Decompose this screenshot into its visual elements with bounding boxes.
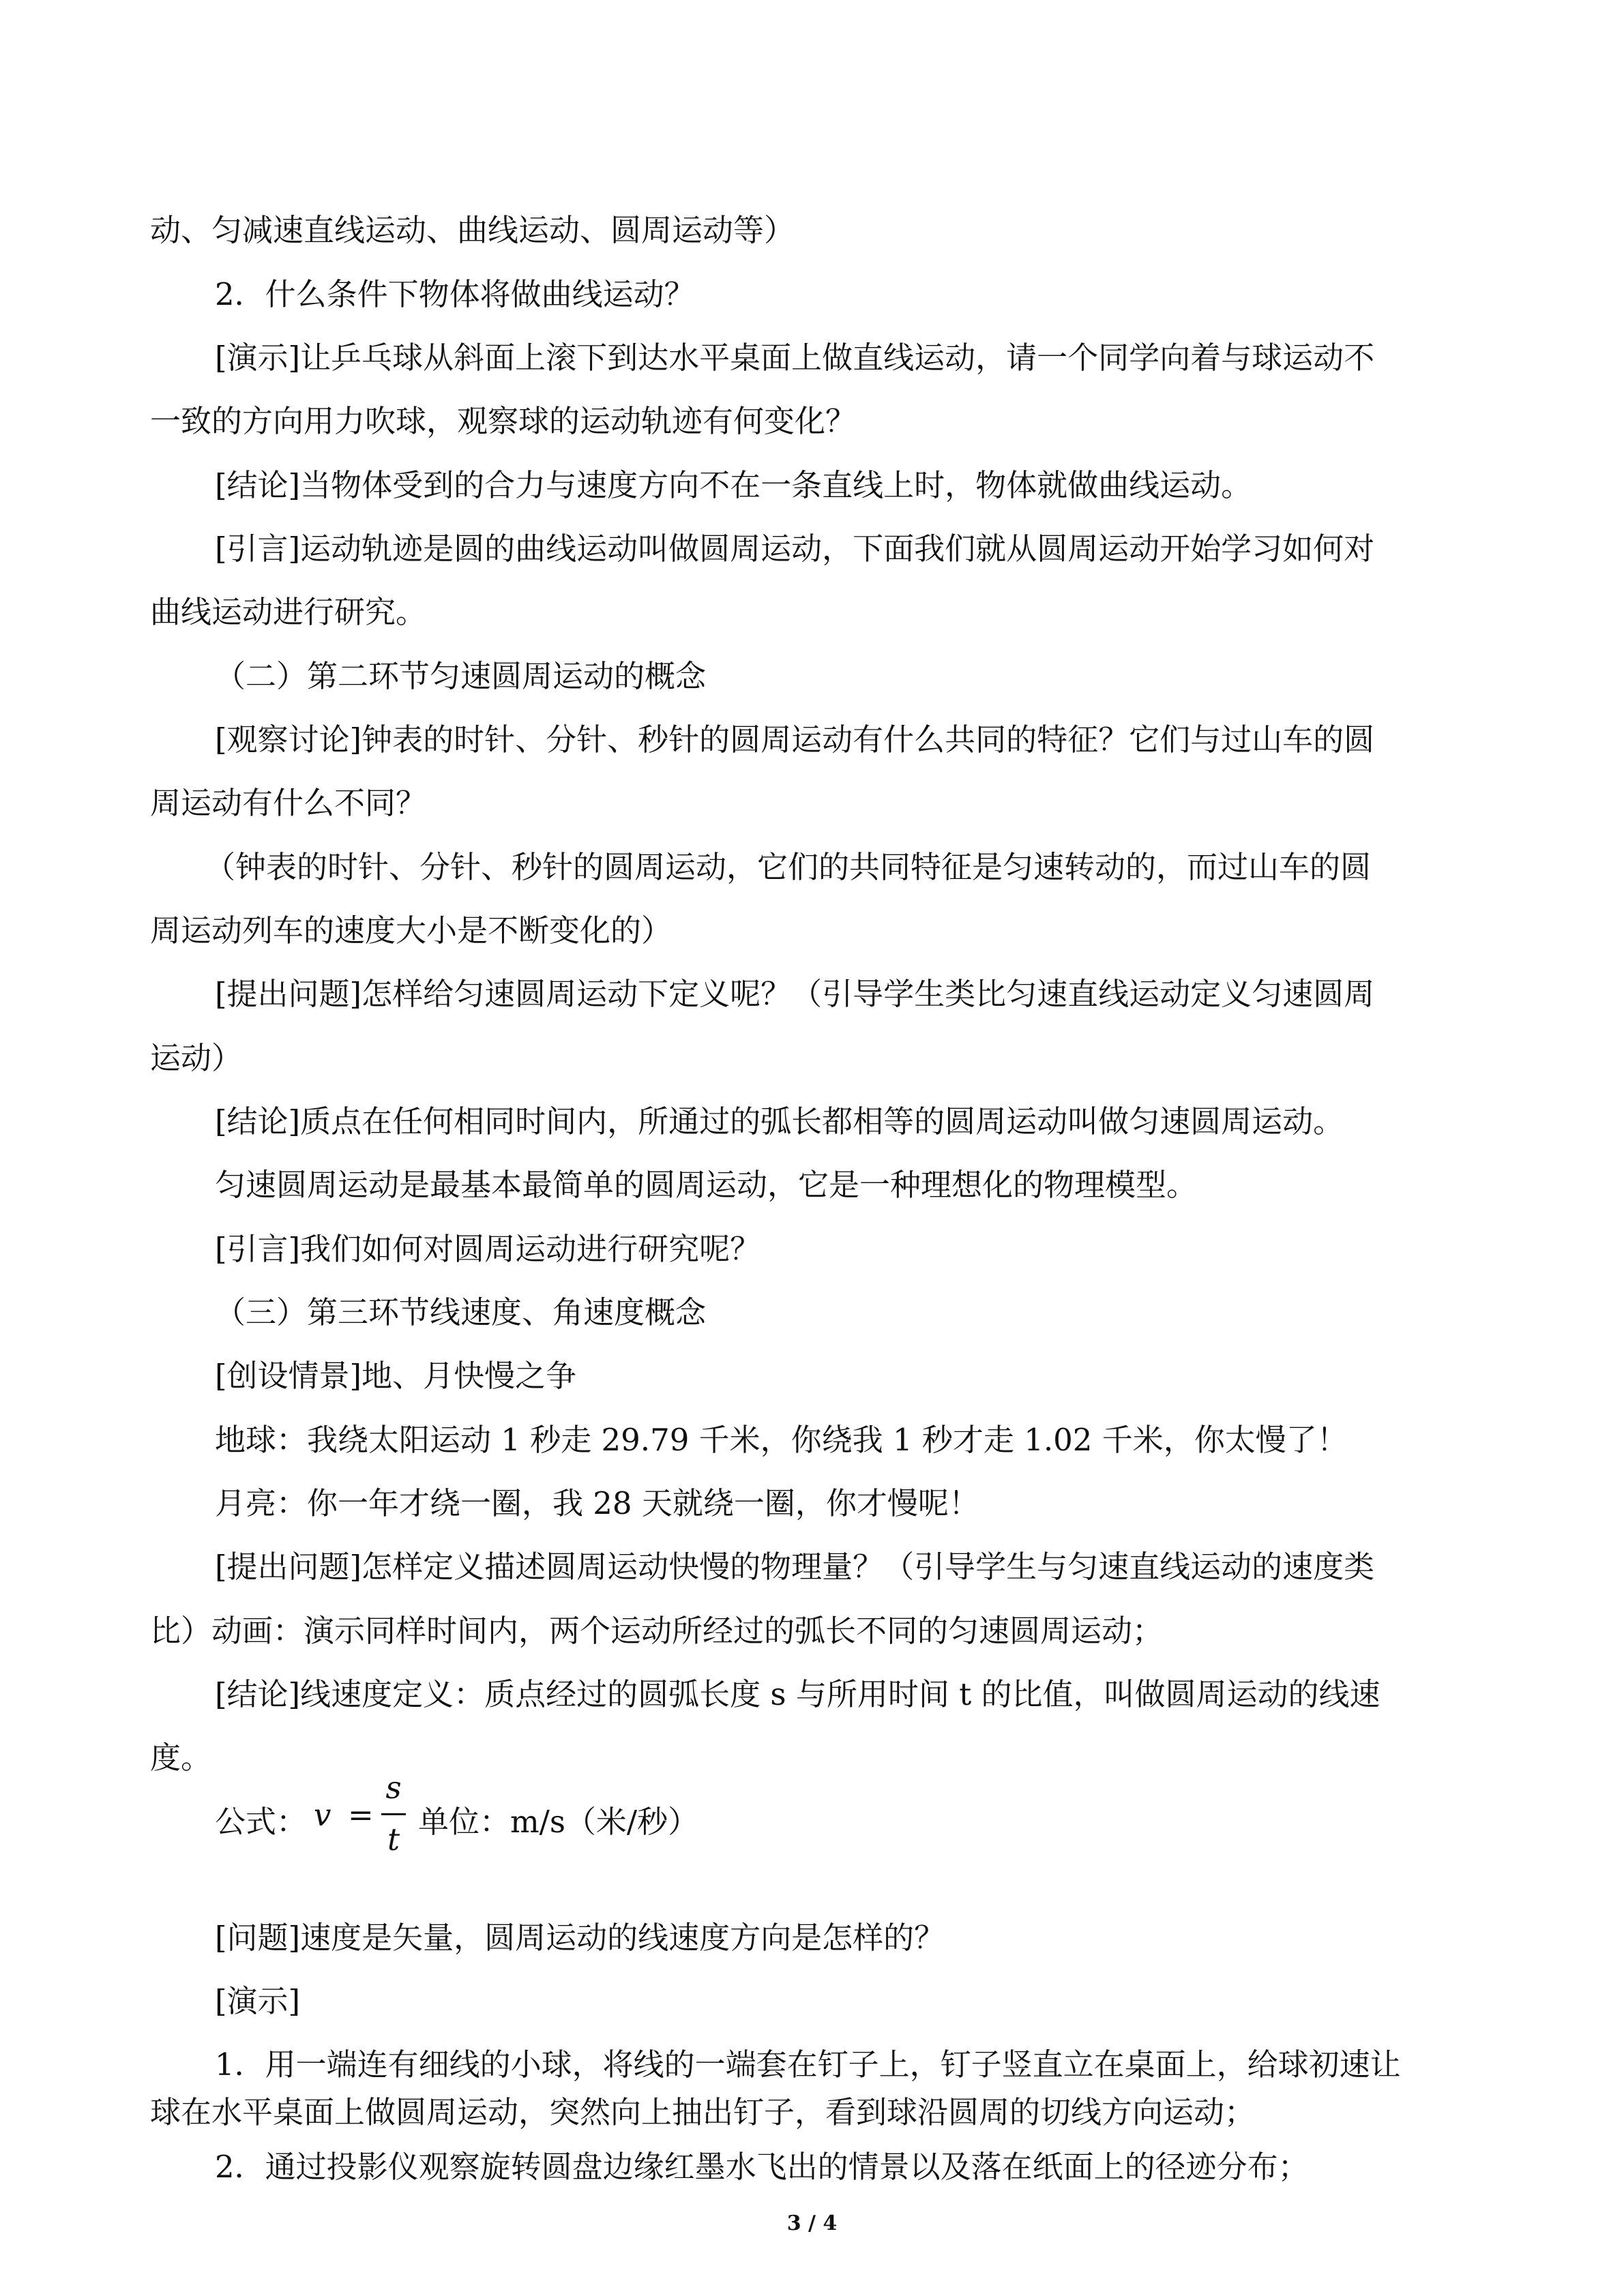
paragraph-line: [观察讨论]钟表的时针、分针、秒针的圆周运动有什么共同的特征？它们与过山车的圆 xyxy=(215,721,1375,758)
fraction-bar xyxy=(381,1813,406,1815)
formula-label: 公式： xyxy=(215,1804,308,1840)
paragraph-line: 1．用一端连有细线的小球，将线的一端套在钉子上，钉子竖直立在桌面上，给球初速让 xyxy=(215,2046,1401,2083)
paragraph-line: [结论]线速度定义：质点经过的圆弧长度 s 与所用时间 t 的比值，叫做圆周运动的线速 xyxy=(215,1676,1381,1712)
paragraph-line: 周运动列车的速度大小是不断变化的） xyxy=(150,912,673,949)
formula-equals: = xyxy=(348,1797,374,1833)
paragraph-line: 2．通过投影仪观察旋转圆盘边缘红墨水飞出的情景以及落在纸面上的径迹分布； xyxy=(215,2149,1309,2185)
formula-numerator: s xyxy=(385,1770,402,1806)
section-heading: （三）第三环节线速度、角速度概念 xyxy=(215,1294,707,1330)
paragraph-line: 周运动有什么不同？ xyxy=(150,785,427,821)
paragraph-line: [问题]速度是矢量，圆周运动的线速度方向是怎样的？ xyxy=(215,1920,945,1956)
paragraph-line: 2．什么条件下物体将做曲线运动？ xyxy=(215,276,695,312)
paragraph-line: [创设情景]地、月快慢之争 xyxy=(215,1358,577,1394)
paragraph-line: [结论]质点在任何相同时间内，所通过的弧长都相等的圆周运动叫做匀速圆周运动。 xyxy=(215,1103,1344,1139)
paragraph-line: [引言]我们如何对圆周运动进行研究呢？ xyxy=(215,1231,761,1267)
paragraph-line: 一致的方向用力吹球，观察球的运动轨迹有何变化？ xyxy=(150,403,857,439)
paragraph-line: 球在水平桌面上做圆周运动，突然向上抽出钉子，看到球沿圆周的切线方向运动； xyxy=(150,2094,1256,2130)
paragraph-line: 月亮：你一年才绕一圈，我 28 天就绕一圈，你才慢呢！ xyxy=(215,1485,979,1521)
formula-variable: v xyxy=(314,1797,331,1833)
paragraph-line: [引言]运动轨迹是圆的曲线运动叫做圆周运动，下面我们就从圆周运动开始学习如何对 xyxy=(215,531,1375,567)
paragraph-line: [结论]当物体受到的合力与速度方向不在一条直线上时，物体就做曲线运动。 xyxy=(215,467,1252,503)
paragraph-line: 地球：我绕太阳运动 1 秒走 29.79 千米，你绕我 1 秒才走 1.02 千米，你太慢了！ xyxy=(215,1422,1348,1458)
paragraph-line: 度。 xyxy=(150,1740,212,1776)
paragraph-line: （钟表的时针、分针、秒针的圆周运动，它们的共同特征是匀速转动的，而过山车的圆 xyxy=(205,849,1372,885)
formula-unit: 单位：m/s（米/秒） xyxy=(418,1804,699,1840)
paragraph-line: [演示] xyxy=(215,1983,301,2019)
paragraph-line: 动、匀减速直线运动、曲线运动、圆周运动等） xyxy=(150,212,795,248)
paragraph-line: 比）动画：演示同样时间内，两个运动所经过的弧长不同的匀速圆周运动； xyxy=(150,1613,1164,1649)
page-number: 3 / 4 xyxy=(786,2211,838,2235)
paragraph-line: 运动） xyxy=(150,1040,243,1076)
paragraph-line: [演示]让乒乓球从斜面上滚下到达水平桌面上做直线运动，请一个同学向着与球运动不 xyxy=(215,340,1375,376)
paragraph-line: [提出问题]怎样给匀速圆周运动下定义呢？（引导学生类比匀速直线运动定义匀速圆周 xyxy=(215,976,1375,1012)
section-heading: （二）第二环节匀速圆周运动的概念 xyxy=(215,658,707,694)
paragraph-line: [提出问题]怎样定义描述圆周运动快慢的物理量？（引导学生与匀速直线运动的速度类 xyxy=(215,1549,1375,1585)
formula-denominator: t xyxy=(387,1821,400,1858)
paragraph-line: 匀速圆周运动是最基本最简单的圆周运动，它是一种理想化的物理模型。 xyxy=(215,1167,1198,1203)
paragraph-line: 曲线运动进行研究。 xyxy=(150,594,427,630)
